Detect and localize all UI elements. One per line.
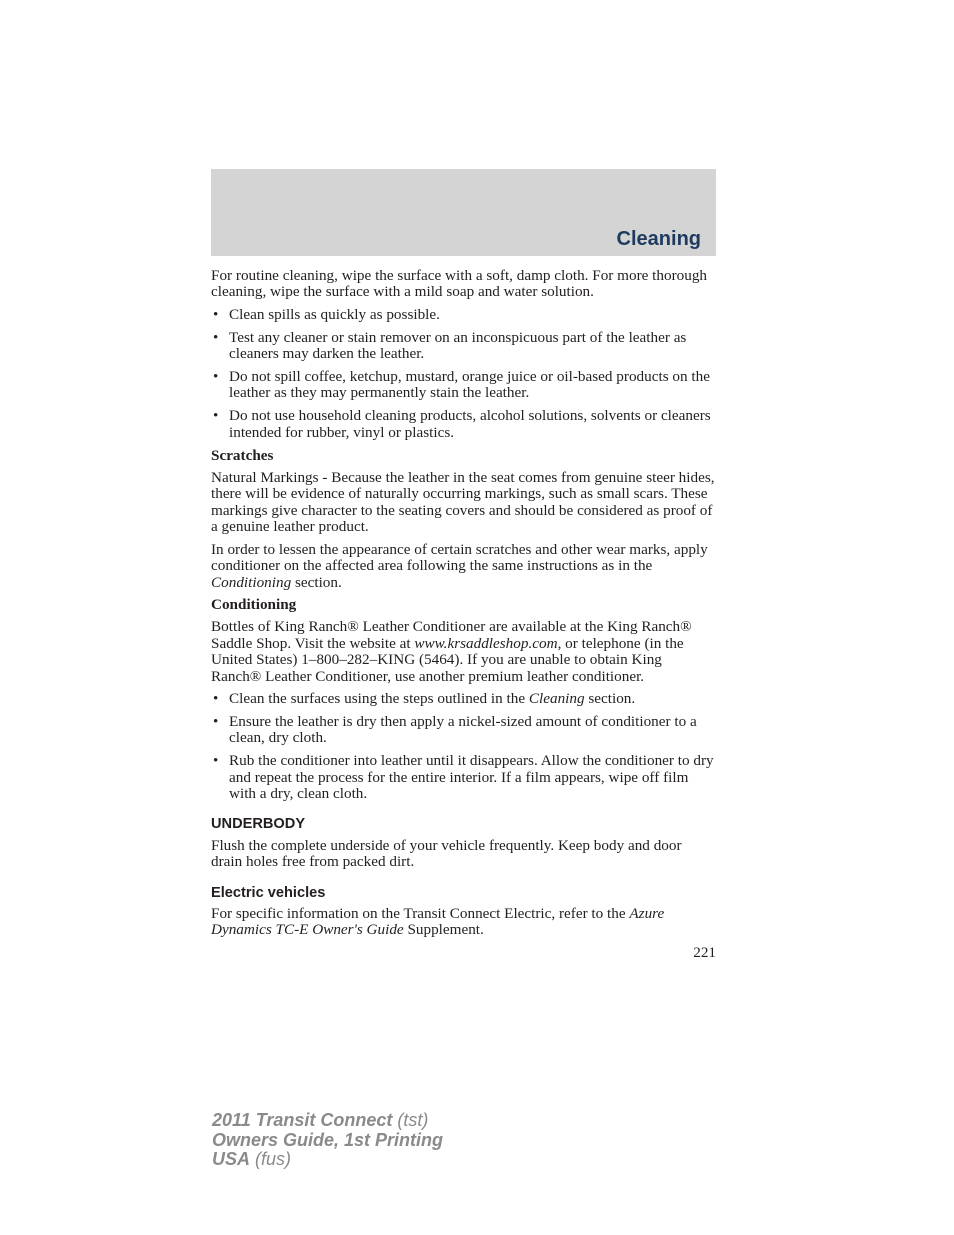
electric-vehicles-paragraph: For specific information on the Transit Connect Electric, refer to the Azure Dynamics TC-E Owner's Guide Supplement. (211, 905, 665, 939)
scratches-paragraph: Natural Markings - Because the leather in the seat comes from genuine steer hides, there will be evidence of naturally occurring markings, such as small scars. These markings give character to the seating covers and should be considered as proof of a genuine leather product. (211, 469, 715, 536)
list-item: • Rub the conditioner into leather until it disappears. Allow the conditioner to dry and repeat the process for the entire interior. If a film appears, wipe off film with a dry, clean cloth. (213, 752, 714, 802)
list-item: • Do not use household cleaning products, alcohol solutions, solvents or cleaners intended for rubber, vinyl or plastics. (213, 407, 711, 441)
cleaning-bullet-list (211, 307, 716, 441)
list-item: • Clean spills as quickly as possible. (213, 305, 440, 323)
conditioning-heading: Conditioning (211, 595, 297, 613)
bullet-icon: • (213, 407, 219, 425)
conditioning-paragraph: Bottles of King Ranch® Leather Conditioner are available at the King Ranch® Saddle Shop. Visit the website at www.krsaddleshop.com, or telephone (in the United States) 1–800–282–KING (5464). If you are unable to obtain King Ranch® Leather Conditioner, use another premium leather conditioner. (211, 618, 692, 685)
website-link[interactable]: www.krsaddleshop.com (414, 634, 558, 652)
footer-line-region: USA (fus) (212, 1149, 292, 1169)
underbody-paragraph: Flush the complete underside of your vehicle frequently. Keep body and door drain holes free from packed dirt. (211, 836, 682, 871)
bullet-icon: • (213, 752, 219, 770)
bullet-icon: • (213, 689, 219, 707)
conditioning-bullet-list (211, 691, 716, 802)
conditioning-reference: Conditioning (211, 573, 292, 591)
list-item: • Do not spill coffee, ketchup, mustard, orange juice or oil-based products on the leather as they may permanently stain the leather. (213, 368, 710, 402)
underbody-heading: UNDERBODY (211, 816, 306, 833)
page-content (211, 268, 716, 961)
electric-vehicles-heading: Electric vehicles (211, 884, 326, 901)
list-item: • Ensure the leather is dry then apply a nickel-sized amount of conditioner to a clean, dry cloth. (213, 712, 697, 747)
page-number: 221 (693, 943, 716, 961)
section-title: Cleaning (616, 228, 701, 250)
scratches-wear-paragraph: In order to lessen the appearance of certain scratches and other wear marks, apply conditioner on the affected area following the same instructions as in the Conditioning section. (211, 540, 708, 591)
footer-line-model: 2011 Transit Connect (tst) (212, 1110, 429, 1130)
list-item: • Clean the surfaces using the steps outlined in the Cleaning section. (213, 689, 636, 707)
bullet-icon: • (213, 712, 219, 730)
print-footer (212, 1111, 443, 1170)
footer-line-edition: Owners Guide, 1st Printing (212, 1129, 444, 1150)
scratches-heading: Scratches (211, 446, 274, 464)
section-header-band (211, 169, 716, 256)
guide-title: Azure Dynamics TC-E Owner's Guide (211, 905, 665, 939)
bullet-icon: • (213, 328, 219, 346)
intro-paragraph: For routine cleaning, wipe the surface with a soft, damp cloth. For more thorough cleaning, wipe the surface with a mild soap and water solution. (211, 267, 708, 301)
cleaning-reference: Cleaning (528, 689, 585, 707)
bullet-icon: • (213, 305, 219, 323)
list-item: • Test any cleaner or stain remover on an inconspicuous part of the leather as cleaners may darken the leather. (213, 328, 687, 363)
bullet-icon: • (213, 368, 219, 386)
